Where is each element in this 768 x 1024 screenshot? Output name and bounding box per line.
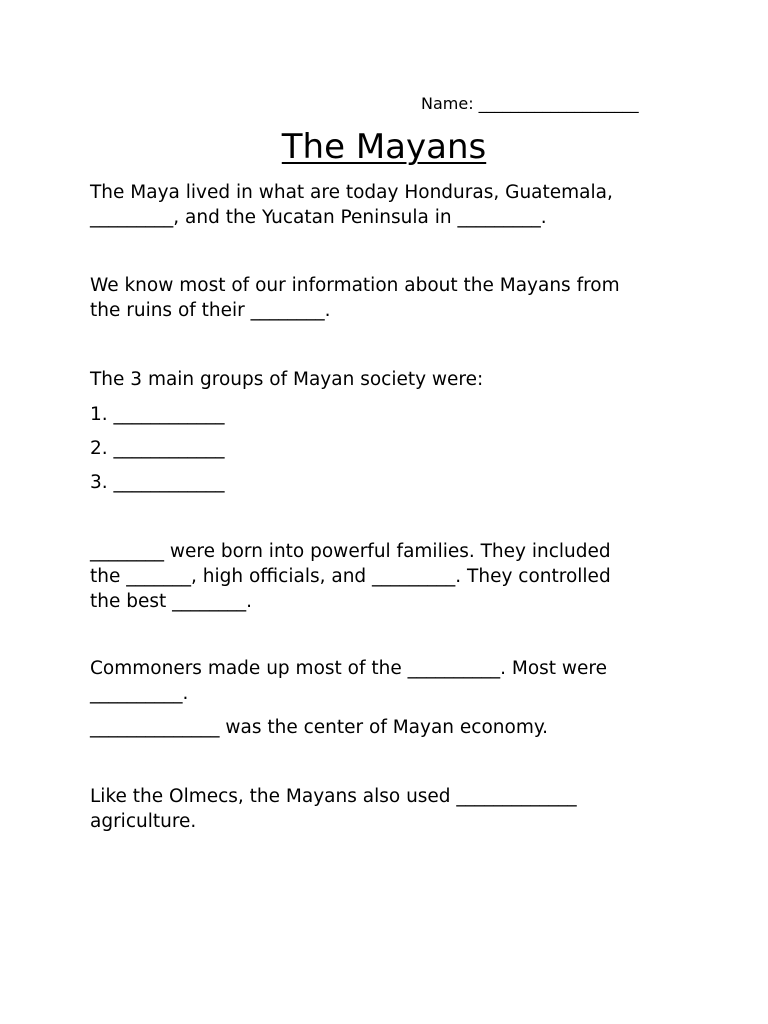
paragraph-line: the _______, high officials, and _________. They controlled — [90, 566, 611, 587]
paragraph-nobles — [90, 539, 690, 614]
paragraph-line: agriculture. — [90, 811, 197, 832]
paragraph-line: We know most of our information about the Mayans from — [90, 275, 620, 296]
paragraph-line: The Maya lived in what are today Honduras, Guatemala, — [90, 182, 613, 203]
paragraph-line: Commoners made up most of the __________. Most were — [90, 658, 608, 679]
paragraph-line: ______________ was the center of Mayan economy. — [90, 717, 549, 738]
list-item: 2. ____________ — [90, 438, 225, 459]
list-item: 3. ____________ — [90, 472, 225, 493]
paragraph-line: ________ were born into powerful families. They included — [90, 541, 611, 562]
list-item: 1. ____________ — [90, 404, 225, 425]
paragraph-society-groups-intro — [90, 367, 690, 392]
name-field-label: Name: ____________________ — [421, 94, 639, 113]
society-group-list — [90, 402, 690, 504]
paragraph-line: The 3 main groups of Mayan society were: — [90, 369, 484, 390]
paragraph-line: __________. — [90, 683, 189, 704]
paragraph-line: _________, and the Yucatan Peninsula in _________. — [90, 207, 547, 228]
paragraph-agriculture — [90, 784, 690, 834]
page-title-text: The Mayans — [281, 127, 487, 167]
paragraph-commoners — [90, 656, 690, 706]
paragraph-economy — [90, 715, 690, 740]
paragraph-line: Like the Olmecs, the Mayans also used _____________ — [90, 786, 577, 807]
paragraph-line: the best ________. — [90, 591, 253, 612]
paragraph-line: the ruins of their ________. — [90, 300, 331, 321]
page-title — [0, 126, 768, 168]
paragraph-information-source — [90, 273, 690, 323]
paragraph-maya-location — [90, 180, 690, 230]
